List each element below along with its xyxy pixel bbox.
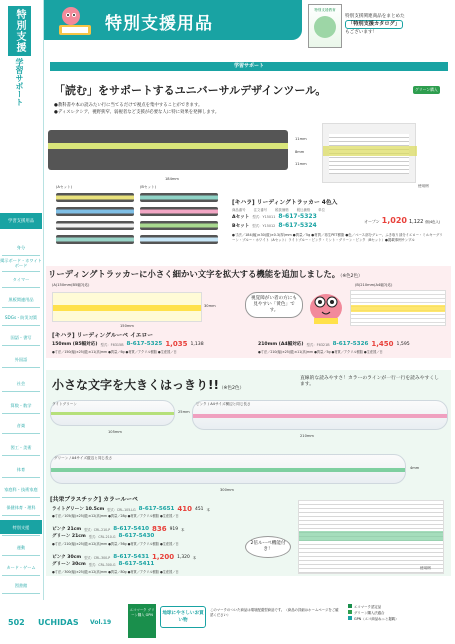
sidebar-divider xyxy=(2,497,40,498)
loupe-image-a xyxy=(52,292,202,322)
loupe-length-label: 150mm xyxy=(120,324,134,328)
table-header: 税込価格 xyxy=(296,208,311,212)
sidebar-item[interactable]: 国語・書写 xyxy=(10,334,32,340)
sidebar-divider xyxy=(2,535,40,536)
sidebar-item[interactable]: 体育 xyxy=(16,466,26,472)
bullet-2: ●ディスレクシア、視野狭窄、弱視者など支援が必要な人に特に効果を発揮します。 xyxy=(54,110,220,115)
tracker-table-headers xyxy=(232,207,325,212)
page-title: 特別支援用品 xyxy=(105,14,213,34)
eco-text: このマークのついた商品は環境配慮型商品です。（商品の詳細はホームページをご確認ください） xyxy=(210,608,339,617)
green-purchase-badge: グリーン購入 xyxy=(415,87,438,92)
magnifier-row-name: グリーン 30cm xyxy=(52,562,86,567)
magnifier-row-code: 8-617-5431 xyxy=(113,554,150,560)
tracker-strip xyxy=(140,193,218,202)
dim-11mm-a: 11mm xyxy=(295,137,307,141)
dim-184mm: 184mm xyxy=(165,177,179,181)
sidebar-item[interactable]: 図書館 xyxy=(14,582,28,588)
mascot-icon xyxy=(306,282,346,326)
legend xyxy=(348,604,452,623)
bullet-1: ●教科書や本の読みたい行に当てるだけで視点を集中することができます。 xyxy=(54,103,203,108)
sidebar-divider xyxy=(2,413,40,414)
dim-25mm: 25mm xyxy=(178,410,190,414)
magnifier-spec: ●寸法／300(幅)×25(縦)×12(高)mm ●質量／80g ●材質／アクリル樹脂 ●生産国／日 xyxy=(52,570,179,574)
size-a-label: (A)150mm(B5幅対応) xyxy=(52,283,90,287)
tracker-strip xyxy=(140,221,218,230)
tube-pink-label: ピンク / A4サイズ横辺と同じ長さ xyxy=(196,402,251,406)
sidebar-divider xyxy=(2,433,40,434)
table-header: 単位 xyxy=(318,208,326,212)
sidebar-item[interactable]: カード・ゲーム xyxy=(6,564,36,570)
dim-210mm: 210mm xyxy=(300,434,314,438)
catalog-cover[interactable] xyxy=(308,4,342,48)
magnifier-row-tax: 1,320 xyxy=(177,554,190,560)
magnifier-row-name: ピンク 21cm xyxy=(52,527,82,532)
magnifier-row-tax: 451 xyxy=(195,506,204,512)
magnifier-note: 直線的な読みやすさ！カラーのラインが一行一行を読みやすくします。 xyxy=(300,376,439,388)
magnifier-row-code: 8-617-5651 xyxy=(138,506,175,512)
tracker-spec: ●寸法／184(幅)×30(縦)×0.3(厚)mm ●質量／5g ●材質／再生PET樹脂 ●色／ベース部分グレー、ふき取り部分イエロー・ミルキーグリーン・ブルー・ホワイト（Aセット）ライトブルー・ピンク・ミント・グリーン・ピンク（Bセット）●掲載事例サンプル xyxy=(232,233,443,242)
magnifier-row[interactable] xyxy=(52,533,163,539)
tube-green-label: グリーン / A4サイズ縦辺と同じ長さ xyxy=(54,456,113,460)
magnifier-headline: 小さな文字を大きくはっきり!!（※色2色） xyxy=(52,378,245,392)
eco-box: 地球にやさしいお買い物 xyxy=(160,606,206,628)
sidebar-item[interactable]: 家庭科・技術家庭 xyxy=(4,486,38,492)
tracker-row-b[interactable]: Bセット 型式：Y15012 8-617-5324 xyxy=(232,222,317,229)
sidebar-item[interactable]: 運動 xyxy=(16,544,26,550)
table-header: 商品番号 xyxy=(232,208,246,212)
sidebar-divider xyxy=(2,455,40,456)
magnifier-row-model: 型式：CRL-300-G xyxy=(88,562,116,567)
loupe-width-label: 30mm xyxy=(204,304,216,308)
magnifier-row-tax: 919 xyxy=(169,526,179,532)
tracker-strip xyxy=(56,221,134,230)
magnifier-row[interactable] xyxy=(52,505,210,513)
loupe-row-a[interactable]: 150mm (B5幅対応) 型式：F6315B 8-617-5325 1,035 1,138 xyxy=(52,340,204,348)
dim-300mm: 300mm xyxy=(220,488,234,492)
headline-read: 「読む」をサポートするユニバーサルデザインツール。 xyxy=(54,84,327,97)
sidebar-category: 学習サポート xyxy=(15,58,24,106)
loupe-product-title: [キハラ] リーディングルーペ イエロー xyxy=(52,333,154,339)
magnifier-usage-photo xyxy=(298,500,444,574)
magnifier-row-code: 8-617-5430 xyxy=(118,533,155,539)
catalog-note: 特別支援関連商品をまとめた 「特別支援カタログ」 もございます！ xyxy=(345,14,405,35)
tracker-price: オープン 1,020 1,122 個(4色入) xyxy=(364,216,441,225)
sidebar-item[interactable]: 掲示ボード・ホワイトボード xyxy=(0,258,42,268)
dim-105mm: 105mm xyxy=(108,430,122,434)
sidebar-divider xyxy=(2,345,40,346)
tracker-strip xyxy=(140,207,218,216)
magnifier-row-unit: 本 xyxy=(181,527,185,532)
magnifier-row-code: 8-617-5411 xyxy=(118,561,155,567)
magnifier-row-model: 型式：CRL-300-P xyxy=(84,555,111,560)
magnifier-row-model: 型式：CRL-210-G xyxy=(88,534,116,539)
magnifier-row-name: グリーン 21cm xyxy=(52,534,86,539)
sidebar-item[interactable]: 保健体育・理科 xyxy=(6,504,36,510)
sidebar-divider xyxy=(2,515,40,516)
magnifier-row-price: 1,200 xyxy=(152,553,175,561)
sidebar-title: 特別支援 xyxy=(8,6,31,56)
sidebar-divider xyxy=(2,367,40,368)
tracker-row-a[interactable]: Aセット 型式：Y15011 8-617-5323 xyxy=(232,213,317,220)
size-b-label: (B)210mm(A4幅対応) xyxy=(355,283,393,287)
dim-11mm-b: 11mm xyxy=(295,162,307,166)
tracker-strip xyxy=(56,193,134,202)
legend-eco: エコマーク認定品 xyxy=(348,604,452,610)
sidebar-divider xyxy=(2,477,40,478)
dim-8mm: 8mm xyxy=(295,150,305,154)
magnifier-row-price: 410 xyxy=(177,505,193,513)
sidebar-divider xyxy=(2,391,40,392)
sidebar-item[interactable]: 社会 xyxy=(16,380,26,386)
sidebar-item[interactable]: 特別支援 xyxy=(0,520,42,534)
yellow-bubble: 視覚障がい者の方にも見やすい「黄色」です。 xyxy=(245,292,303,318)
magnifier-usage-label: 使用例 xyxy=(420,566,431,570)
table-header: 注文番号 xyxy=(253,208,268,212)
magnifier-row-unit: 本 xyxy=(192,555,197,560)
tracker-strip xyxy=(140,235,218,244)
magnifier-row-price: 836 xyxy=(152,525,167,533)
tracker-usage-label: 使用例 xyxy=(418,184,429,188)
sidebar-item[interactable]: タイマー xyxy=(12,276,30,282)
loupe-row-b[interactable]: 210mm (A4幅対応) 型式：F6321B 8-617-5326 1,450 1,595 xyxy=(258,340,410,348)
sidebar-divider xyxy=(2,325,40,326)
magnifier-row-name: ピンク 30cm xyxy=(52,555,82,560)
volume: Vol.19 xyxy=(90,619,112,626)
magnifier-row[interactable] xyxy=(52,525,184,533)
loupe-headline: リーディングトラッカーに小さく細かい文字を拡大する機能を追加しました。（※色2色） xyxy=(48,269,363,279)
catalog-cover-title: 特別支援教育 xyxy=(314,8,336,12)
sidebar-item[interactable]: 図工・美術 xyxy=(10,444,32,450)
tracker-image xyxy=(48,130,288,170)
page-number: 502 xyxy=(8,618,25,627)
sidebar-item[interactable]: 算数・数学 xyxy=(10,402,32,408)
sidebar-divider xyxy=(2,555,40,556)
sidebar-active-item[interactable]: 学習支援用品 xyxy=(0,213,42,229)
mascot-icon xyxy=(56,4,94,38)
sidebar-item[interactable]: SDGs・防災対策 xyxy=(4,314,38,320)
green-mark: エコマーク グリーン購入 GPN xyxy=(128,604,156,638)
set-a-label: (Aセット) xyxy=(56,185,73,189)
magnifier-row[interactable] xyxy=(52,553,196,561)
tracker-usage-photo xyxy=(322,123,416,183)
magnifier-row[interactable] xyxy=(52,561,163,567)
dim-4mm: 4mm xyxy=(410,466,420,470)
brand: UCHIDAS xyxy=(38,618,79,627)
sidebar-item[interactable]: 音楽 xyxy=(16,422,26,428)
set-b-label: (Bセット) xyxy=(140,185,157,189)
tracker-strip xyxy=(56,235,134,244)
sidebar-divider xyxy=(2,307,40,308)
sidebar-item[interactable]: 外国語 xyxy=(14,356,28,362)
sidebar-item[interactable]: 身分 xyxy=(16,244,26,250)
sidebar-divider xyxy=(2,287,40,288)
magnifier-product-title: [共栄プラスチック] カラールーペ xyxy=(50,497,138,503)
loupe-usage-photo xyxy=(350,290,446,326)
sidebar-divider xyxy=(2,575,40,576)
legend-green: グリーン購入法適合 xyxy=(348,610,452,616)
magnifier-row-unit: 本 xyxy=(206,507,210,512)
magnifier-spec: ●寸法／210(幅)×25(縦)×12(高)mm ●質量／56g ●材質／アクリル樹脂 ●生産国／日 xyxy=(52,542,179,546)
magnifier-row-model: 型式：CRL-105-LG xyxy=(107,507,136,512)
tracker-strip xyxy=(56,207,134,216)
loupe-spec-b: ●寸法／210(幅)×25(縦)×11(高)mm ●質量／5g ●材質／アクリル樹脂 ●生産国／日 xyxy=(258,350,383,354)
feature-bubble: 2倍ルーペ機能付き！ xyxy=(245,536,291,558)
sidebar-divider xyxy=(2,593,40,594)
loupe-spec-a: ●寸法／150(幅)×25(縦)×11(高)mm ●質量／6g ●材質／アクリル樹脂 ●生産国／日 xyxy=(52,350,177,354)
tracker-product-title: [キハラ] リーディングトラッカー 4色入 xyxy=(232,200,338,206)
table-header: 税抜価格 xyxy=(275,208,289,212)
legend-gpn: GPN（エコ商品ねっと掲載） xyxy=(348,616,452,622)
magnifier-spec: ●寸法／105(幅)×25(縦)×12(高)mm ●質量／28g ●材質／アクリル樹脂 ●生産国／日 xyxy=(52,514,179,518)
sidebar-item[interactable]: 黒板関連用品 xyxy=(8,296,34,302)
tube-light-green-label: ライトグリーン xyxy=(52,402,77,406)
sidebar xyxy=(0,0,44,600)
magnifier-row-model: 型式：CRL-210-P xyxy=(84,527,111,532)
magnifier-row-name: ライトグリーン 10.5cm xyxy=(52,507,105,512)
section-label: 学習サポート xyxy=(50,62,448,71)
magnifier-row-code: 8-617-5410 xyxy=(113,526,150,532)
